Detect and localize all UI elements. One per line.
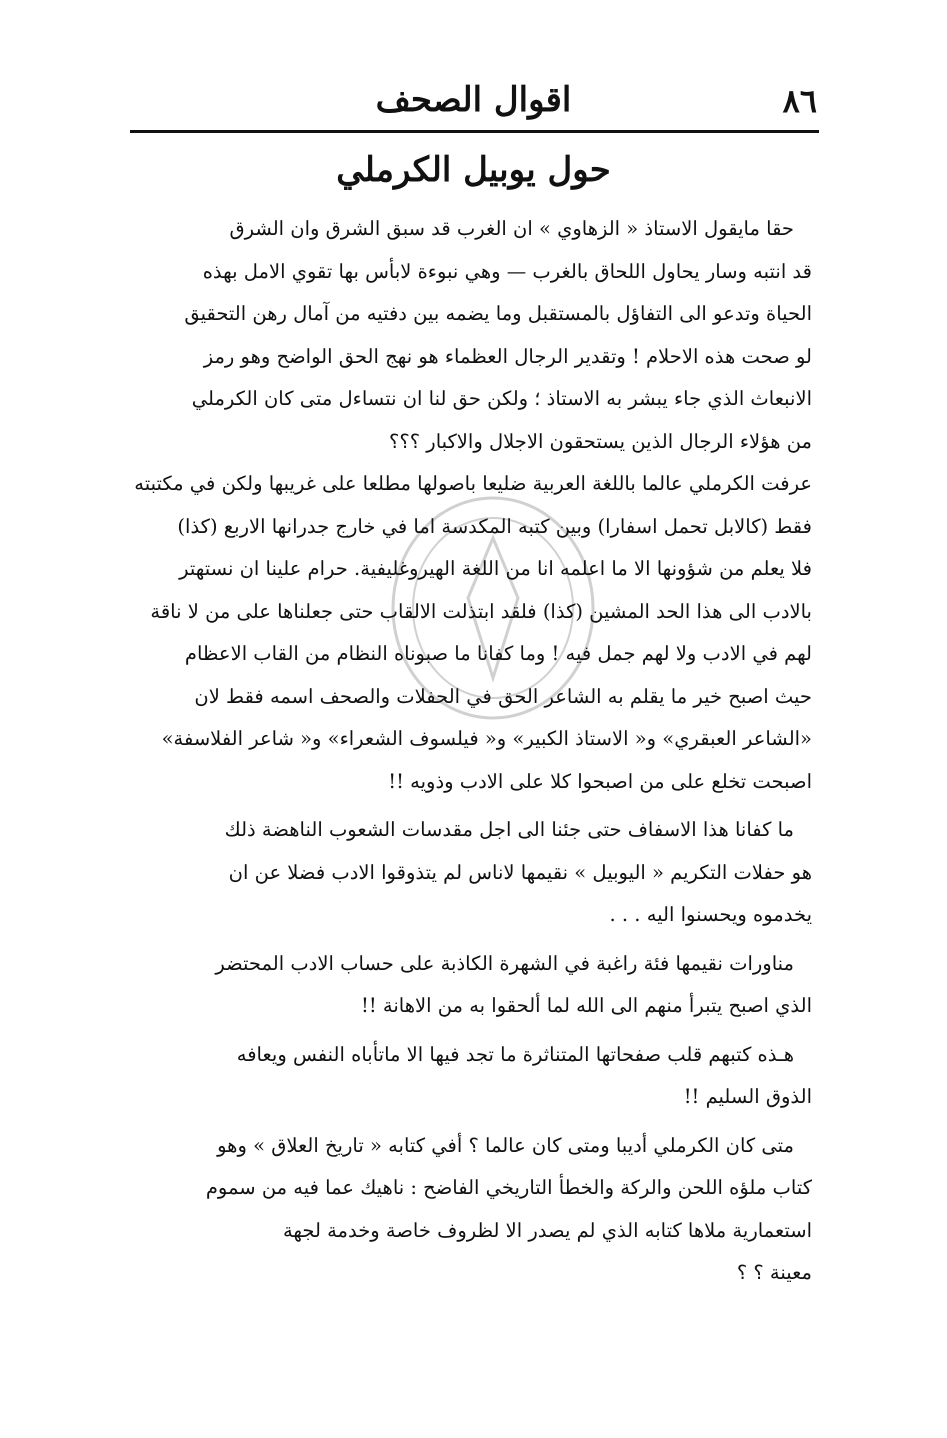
page-number: ٨٦: [782, 82, 817, 120]
text-line: بالادب الى هذا الحد المشين (كذا) فلقد ابتذلت الالقاب حتى جعلناها على من لا ناقة: [150, 599, 812, 623]
text-line: الانبعاث الذي جاء يبشر به الاستاذ ؛ ولكن حق لنا ان نتساءل متى كان الكرملي: [191, 387, 812, 410]
text-line: الذوق السليم !!: [683, 1085, 812, 1108]
text-line: معينة ؟ ؟: [736, 1261, 812, 1284]
text-line: لهم في الادب ولا لهم جمل فيه ! وما كفانا ما صبوناه النظام من القاب الاعظام: [184, 642, 812, 665]
text-line: من هؤلاء الرجال الذين يستحقون الاجلال والاكبار ؟؟؟: [389, 429, 812, 453]
text-line: مناورات نقيمها فئة راغبة في الشهرة الكاذبة على حساب الادب المحتضر: [215, 951, 794, 975]
text-line: اصبحت تخلع على من اصبحوا كلا على الادب وذويه !!: [388, 769, 812, 793]
text-line: متى كان الكرملي أديبا ومتى كان عالما ؟ أفي كتابه « تاريخ العلاق » وهو: [217, 1133, 794, 1157]
text-line: كتاب ملؤه اللحن والركة والخطأ التاريخي الفاضح : ناهيك عما فيه من سموم: [205, 1176, 812, 1199]
text-line: استعمارية ملاها كتابه الذي لم يصدر الا لظروف خاصة وخدمة لجهة: [282, 1218, 812, 1242]
text-line: الحياة وتدعو الى التفاؤل بالمستقبل وما يضمه بين دفتيه من آمال رهن التحقيق: [184, 302, 812, 325]
text-line: يخدموه ويحسنوا اليه . . .: [609, 903, 812, 926]
text-line: حقا مايقول الاستاذ « الزهاوي » ان الغرب قد سبق الشرق وان الشرق: [229, 217, 794, 240]
text-line: قد انتبه وسار يحاول اللحاق بالغرب — وهي نبوءة لابأس بها تقوي الامل بهذه: [202, 259, 812, 283]
text-line: فلا يعلم من شؤونها الا ما اعلمه انا من اللغة الهيروغليفية. حرام علينا ان نستهتر: [179, 557, 812, 580]
text-line: هو حفلات التكريم « اليوبيل » نقيمها لاناس لم يتذوقوا الادب فضلا عن ان: [228, 860, 812, 884]
text-line: لو صحت هذه الاحلام ! وتقدير الرجال العظماء هو نهج الحق الواضح وهو رمز: [203, 344, 812, 368]
text-line: عرفت الكرملي عالما باللغة العربية ضليعا باصولها مطلعا على غريبها ولكن في مكتبته: [134, 472, 812, 495]
text-line: فقط (كالابل تحمل اسفارا) وبين كتبه المكدسة اما في خارج جدرانها الاربع (كذا): [177, 514, 812, 538]
article-title: حول يوبيل الكرملي: [336, 150, 611, 190]
text-line: حيث اصبح خير ما يقلم به الشاعر الحق في الحفلات والصحف اسمه فقط لان: [194, 684, 812, 708]
header-rule: [130, 130, 819, 133]
text-line: ما كفانا هذا الاسفاف حتى جئنا الى اجل مقدسات الشعوب الناهضة ذلك: [224, 818, 794, 841]
running-head: [130, 78, 817, 126]
running-title: اقوال الصحف: [375, 80, 572, 120]
text-line: الذي اصبح يتبرأ منهم الى الله لما ألحقوا به من الاهانة !!: [361, 994, 812, 1017]
text-line: هـذه كتبهم قلب صفحاتها المتناثرة ما تجد فيها الا ماتأباه النفس ويعافه: [236, 1042, 794, 1066]
article-body: [130, 208, 812, 1295]
text-line: «الشاعر العبقري» و« الاستاذ الكبير» و« فيلسوف الشعراء» و« شاعر الفلاسفة»: [161, 727, 812, 750]
